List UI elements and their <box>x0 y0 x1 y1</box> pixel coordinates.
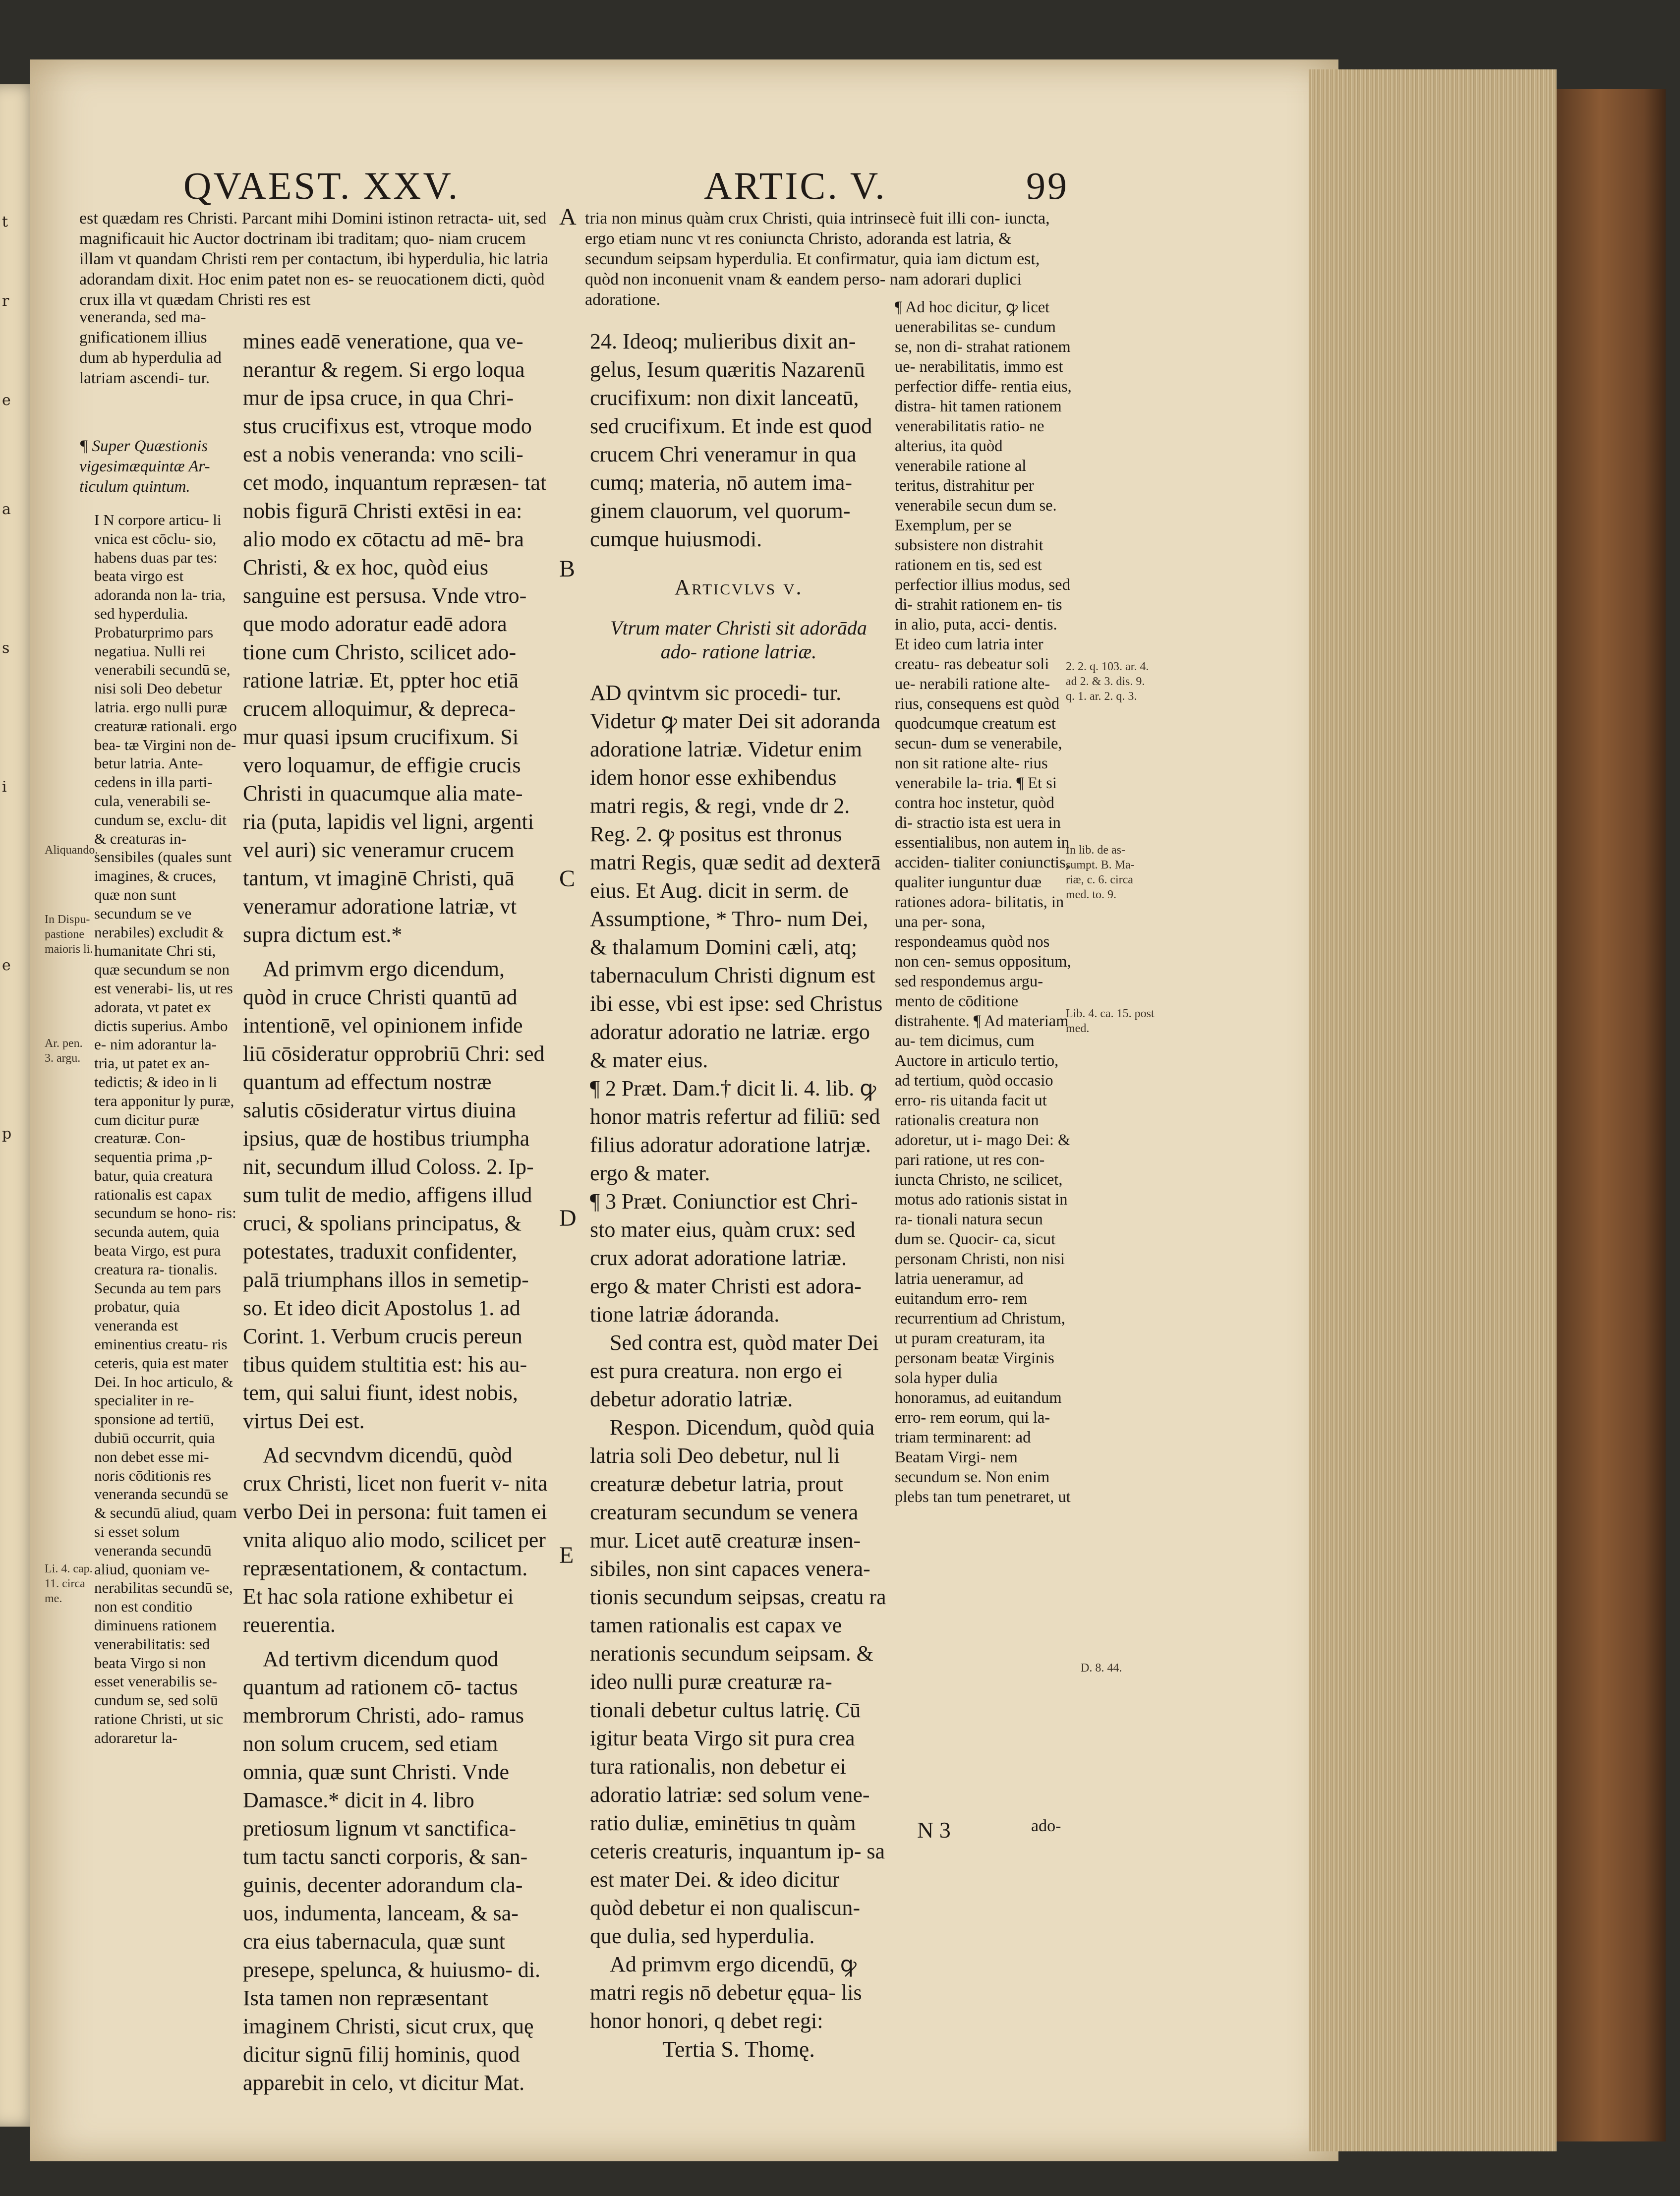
article-heading: Articvlvs v. <box>674 575 803 599</box>
left-margin-commentary: I N corpore articu- li vnica est cōclu- sio, habens duas par tes: beata virgo est adoranda non la- tria, sed hyperdulia. Probaturprimo pars negatiua. Nulli rei venerabili secundū se, nisi soli Deo debetur latria. ergo nulli puræ creaturæ rationali. ergo bea- tæ Virgini non de- betur latria. Ante- cedens in illa parti- cula, venerabili se- cundum se, exclu- dit & creaturas in- sensibiles (quales sunt imagines, & cruces, quæ non sunt secundum se ve nerabiles) excludit & humanitate Chri sti, quæ secundum se non est venerabi- lis, ut res adorata, vt patet ex dictis superius. Ambo e- nim adorantur la- tria, ut patet ex an- tedictis; & ideo in li tera apponitur ly puræ, cum dicitur puræ creaturæ. Con- sequentia prima ,p- batur, quia creatura rationalis est capax secundum se hono- ris: secunda autem, quia beata Virgo, est pura creatura ra- tionalis. Secunda au tem pars probatur, quia veneranda est eminentius creatu- ris ceteris, quia est mater Dei. In hoc articulo, & specialiter in re- sponsione ad tertiū, dubiū occurrit, quia non debet esse mi- noris cōditionis res veneranda secundū se & secundū aliud, quam si esset solum veneranda secundū aliud, quoniam ve- nerabilitas secundū se, non est conditio diminuens rationem venerabilitatis: sed beata Virgo si non esset venerabilis se- cundum se, sed solū ratione Christi, ut sic adoraretur la- <box>94 511 237 1746</box>
left-margin-intro: veneranda, sed ma- gnificationem illius dum ab hyperdulia ad latriam ascendi- tur. <box>79 308 222 387</box>
catchword-bottom: Tertia S. Thomę. <box>662 2036 815 2062</box>
column1-paragraph: Ad secvndvm dicendū, quòd crux Christi, licet non fuerit v- nita verbo Dei in persona: fuit tamen ei vnita aliquo alio modo, scilicet per repræsentationem, & contactum. Et hac sola ratione exhibetur ei reuerentia. <box>243 1443 548 1637</box>
column2-paragraph: Sed contra est, quòd mater Dei est pura creatura. non ergo ei debetur adoratio latriæ. <box>590 1330 879 1411</box>
section-letter-b: B <box>559 556 576 582</box>
facing-page-letter: r <box>2 292 9 310</box>
right-margin-commentary: ¶ Ad hoc dicitur, ꝙ licet uenerabilitas se- cundum se, non di- strahat rationem ue- nerabilitatis, immo est perfectior diffe- rentia eius, distra- hit tamen rationem venerabilitatis ratio- ne alterius, ita quòd venerabile ratione al teritus, distrahitur per venerabile secun dum se. Exemplum, per se subsistere non distrahit rationem en tis, sed est perfectior illius modus, sed di- strahit rationem en- tis in alio, puta, acci- dentis. Et ideo cum latria inter creatu- ras debeatur soli ue- nerabili ratione alte- rius, consequens est quòd quodcumque creatum est secun- dum se venerabile, non sit ratione alte- rius venerabile la- tria. ¶ Et si contra hoc instetur, quòd di- stractio ista est uera in essentialibus, non autem in acciden- tialiter coniunctis, qualiter iunguntur duæ rationes adora- bilitatis, in una per- sona, respondeamus quòd nos non cen- semus oppositum, sed respondemus argu- mento de cōditione distrahente. ¶ Ad materiam au- tem dicimus, cum Auctore in articulo tertio, ad tertium, quòd occasio erro- ris uitanda facit ut rationalis creatura non adoretur, ut i- mago Dei: & pari ratione, ut res con- iuncta Christo, ne scilicet, motus ado rationis sistat in ra- tionali natura secun dum se. Quocir- ca, sicut personam Christi, non nisi latria ueneramur, ad euitandum erro- rem recurrentium ad Christum, ut puram creaturam, ita personam beatæ Virginis sola hyper dulia honoramus, ad euitandum erro- rem eorum, qui la- triam terminarent: ad Beatam Virgi- nem secundum se. Non enim plebs tan tum penetraret, ut <box>895 298 1072 1506</box>
right-margin-note: In lib. de as- sumpt. B. Ma- riæ, c. 6. circa med. to. 9. <box>1066 844 1135 901</box>
left-margin-note: Li. 4. cap. 11. circa me. <box>45 1562 93 1605</box>
facing-page-letter: a <box>2 501 11 518</box>
top-note-right: tria non minus quàm crux Christi, quia intrinsecè fuit illi con- iuncta, ergo etiam nunc vt res coniuncta Christo, adoranda est latria, & secundum seipsam hyperdulia. Et confirmatur, quia iam dictum est, quòd non inconuenit vnam & eandem perso- nam adorari duplici adoratione. <box>585 209 1050 309</box>
facing-page-letter: i <box>2 778 7 796</box>
column2-paragraph: ¶ 2 Præt. Dam.† dicit li. 4. lib. ꝙ honor matris refertur ad filiū: sed filius adoratur adoratione latrjæ. ergo & mater. <box>590 1076 880 1185</box>
article-question: Vtrum mater Christi sit adorāda ado- ratione latriæ. <box>610 617 867 663</box>
column2-paragraph: Respon. Dicendum, quòd quia latria soli Deo debetur, nul li creaturæ debetur latria, prout creaturam secundum se venera mur. Licet autē creaturæ insen- sibiles, non sint capaces venera- tionis secundum seipsas, creatu ra tamen rationalis est capax ve nerationis secundum seipsam. & ideo nulli puræ creaturæ ra- tionali debetur cultus latrię. Cū igitur beata Virgo sit pura crea tura rationalis, non debetur ei adoratio latriæ: sed solum vene- ratio duliæ, eminētius tn quàm ceteris creaturis, inquantum ip- sa est mater Dei. & ideo dicitur quòd debetur ei non qualiscun- que dulia, sed hyperdulia. <box>590 1415 886 1948</box>
section-letter-e: E <box>559 1542 574 1568</box>
right-margin-note: Lib. 4. ca. 15. post med. <box>1066 1007 1155 1035</box>
left-margin-note: Ar. pen. 3. argu. <box>45 1037 83 1065</box>
catchword-right: ado- <box>1031 1817 1061 1835</box>
book-cover <box>1557 89 1666 2141</box>
column1-paragraph: Ad primvm ergo dicendum, quòd in cruce Christi quantū ad intentionē, vel opinionem infide liū cōsideratur opprobriū Chri: sed quantum ad effectum nostræ salutis cōsideratur virtus diuina ipsius, quæ de hostibus triumpha nit, secundum illud Coloss. 2. Ip- sum tulit de medio, affigens illud cruci, & spolians principatus, & potestates, traduxit confidenter, palā triumphans illos in semetip- so. Et ideo dicit Apostolus 1. ad Corint. 1. Verbum crucis pereun tibus quidem stultitia est: his au- tem, qui salui fiunt, idest nobis, virtus Dei est. <box>243 957 545 1433</box>
top-note-left: est quædam res Christi. Parcant mihi Domini istinon retracta- uit, sed magnificauit hic Auctor doctrinam ibi traditam; quo- niam crucem illam vt quandam Christi rem per contactum, ibi hyperdulia, hic latria adorandam dixit. Hoc enim patet non es- se reuocationem dicti, quòd crux illa vt quædam Christi res est <box>79 209 549 309</box>
signature-mark: N 3 <box>917 1817 951 1843</box>
column2-paragraph: ¶ 3 Præt. Coniunctior est Chri- sto mater eius, quàm crux: sed crux adorat adoratione latriæ. ergo & mater Christi est adora- tione latriæ ádoranda. <box>590 1189 862 1327</box>
facing-page-letter: e <box>2 392 11 409</box>
facing-page-letter: s <box>2 639 10 657</box>
main-column-1 <box>243 327 550 2097</box>
running-head-question: QVAEST. XXV. <box>183 164 460 207</box>
facing-page-letter: t <box>2 213 8 231</box>
section-letter-a: A <box>559 204 577 230</box>
page-edges <box>1309 69 1557 2151</box>
column2-paragraph: 24. Ideoq; mulieribus dixit an- gelus, Iesum quæritis Nazarenū crucifixum: non dixit lanceatū, sed crucifixum. Et inde est quod crucem Chri veneramur in qua cumq; materia, nō autem ima- ginem clauorum, vel quorum- cumque huiusmodi. <box>590 329 872 551</box>
left-margin-note: In Dispu- pastione maioris li. <box>45 913 93 956</box>
page-number: 99 <box>1026 164 1069 207</box>
column1-paragraph: mines eadē veneratione, qua ve- nerantur & regem. Si ergo loqua mur de ipsa cruce, in qua Chri- stus crucifixus est, vtroque modo est a nobis veneranda: vno scili- cet modo, inquantum repræsen- tat nobis figurā Christi extēsi in ea: alio modo ex cōtactu ad mē- bra Christi, & ex hoc, quòd eius sanguine est persusa. Vnde vtro- que modo adoratur eadē adora tione cum Christo, scilicet ado- ratione latriæ. Et, ppter hoc etiā crucem alloquimur, & depreca- mur quasi ipsum crucifixum. Si vero loquamur, de effigie crucis Christi in quacumque alia mate- ria (puta, lapidis vel ligni, argenti vel auri) sic veneramur crucem tantum, vt imaginē Christi, quā veneramur adoratione latriæ, vt supra dictum est.* <box>243 329 547 947</box>
section-letter-c: C <box>559 866 576 892</box>
left-margin-note: Aliquando. <box>45 844 98 857</box>
right-margin-note: 2. 2. q. 103. ar. 4. ad 2. & 3. dis. 9. q. 1. ar. 2. q. 3. <box>1066 660 1149 703</box>
column2-paragraph: Ad primvm ergo dicendū, ꝙ matri regis nō debetur ęqua- lis honor honori, q debet regi: <box>590 1952 862 2033</box>
running-head-article: ARTIC. V. <box>704 164 887 207</box>
column2-paragraph: AD qvintvm sic procedi- tur. Videtur ꝙ mater Dei sit adoranda adoratione latriæ. Videtur enim idem honor esse exhibendus matri regis, & regi, vnde dr 2. Reg. 2. ꝙ positus est thronus matri Regis, quæ sedit ad dexterā eius. Et Aug. dicit in serm. de Assumptione, * Thro- num Dei, & thalamum Domini cæli, atq; tabernaculum Christi dignum est ibi esse, vbi est ipse: sed Christus adoratur adoratio ne latriæ. ergo & mater eius. <box>590 681 883 1072</box>
facing-page-letter: p <box>2 1125 12 1143</box>
right-margin-note: D. 8. 44. <box>1081 1662 1122 1675</box>
facing-page-letter: e <box>2 957 11 974</box>
column1-paragraph: Ad tertivm dicendum quod quantum ad rationem cō- tactus membrorum Christi, ado- ramus non solum crucem, sed etiam omnia, quæ sunt Christi. Vnde Damasce.* dicit in 4. libro pretiosum lignum vt sanctifica- tum tactu sancti corporis, & san- guinis, decenter adorandum cla- uos, indumenta, lanceam, & sa- cra eius tabernacula, quæ sunt presepe, spelunca, & huiusmo- di. Ista tamen non repræsentant imaginem Christi, sicut crux, quę dicitur signū filij hominis, quod apparebit in celo, vt dicitur Mat. <box>243 1647 540 2095</box>
section-letter-d: D <box>559 1205 577 1231</box>
left-margin-heading: ¶ Super Quæstionis vigesimæquintæ Ar- ticulum quintum. <box>79 437 210 496</box>
main-column-2 <box>590 327 887 2063</box>
